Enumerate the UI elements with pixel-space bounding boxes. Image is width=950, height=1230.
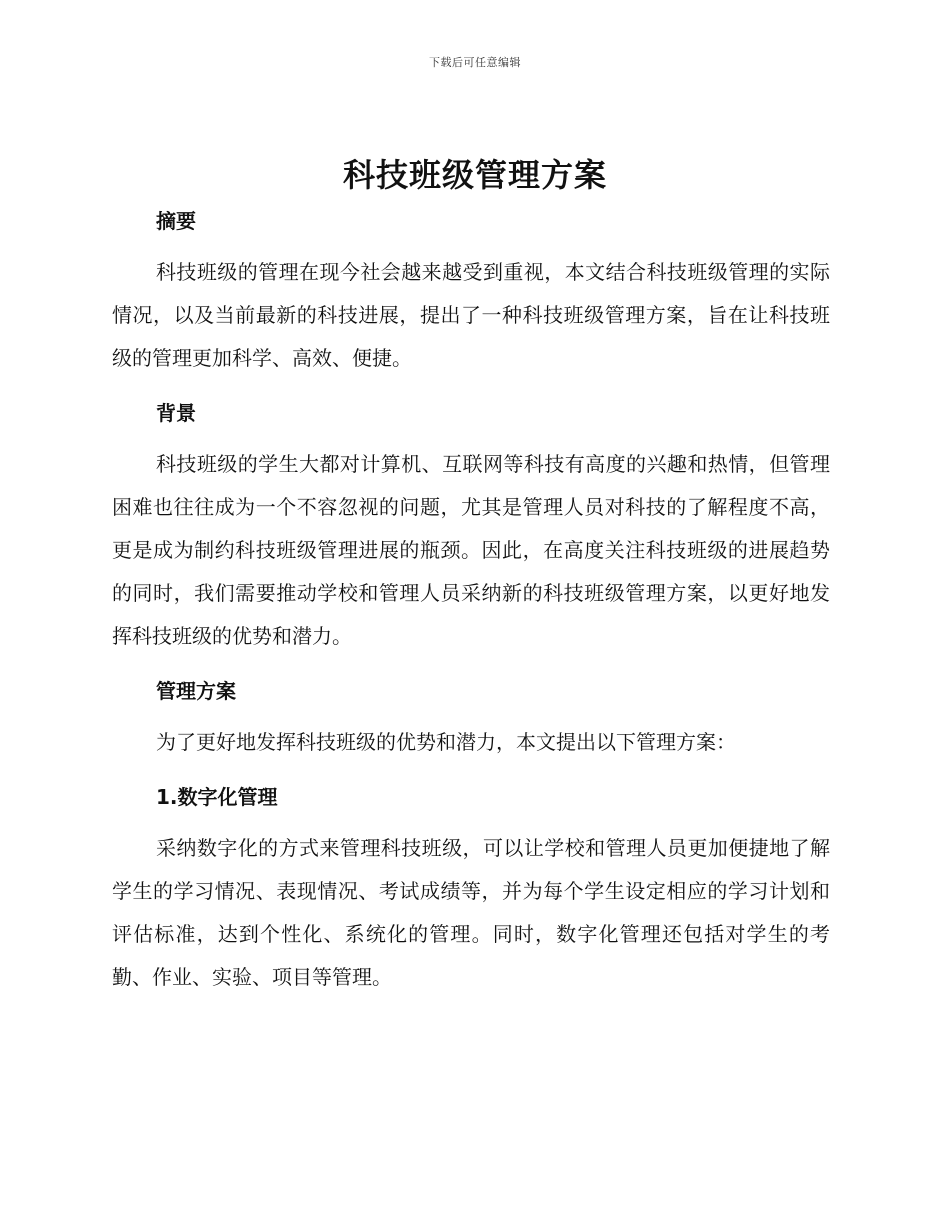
document-body xyxy=(112,200,830,999)
section-heading-digital-management: 1.数字化管理 xyxy=(156,785,278,809)
background-paragraph: 科技班级的学生大都对计算机、互联网等科技有高度的兴趣和热情，但管理困难也往往成为一个不容忽视的问题，尤其是管理人员对科技的了解程度不高，更是成为制约科技班级管理进展的瓶颈。因此，在高度关注科技班级的进展趋势的同时，我们需要推动学校和管理人员采纳新的科技班级管理方案，以更好地发挥科技班级的优势和潜力。 xyxy=(112,452,830,648)
digital-management-paragraph: 采纳数字化的方式来管理科技班级，可以让学校和管理人员更加便捷地了解学生的学习情况、表现情况、考试成绩等，并为每个学生设定相应的学习计划和评估标准，达到个性化、系统化的管理。同时，数字化管理还包括对学生的考勤、作业、实验、项目等管理。 xyxy=(112,836,830,989)
section-heading-abstract: 摘要 xyxy=(156,209,196,233)
abstract-paragraph: 科技班级的管理在现今社会越来越受到重视，本文结合科技班级管理的实际情况，以及当前最新的科技进展，提出了一种科技班级管理方案，旨在让科技班级的管理更加科学、高效、便捷。 xyxy=(112,260,830,370)
section-heading-background: 背景 xyxy=(156,401,196,425)
header-note: 下载后可任意编辑 xyxy=(429,56,521,69)
document-title: 科技班级管理方案 xyxy=(342,156,607,194)
section-heading-plan: 管理方案 xyxy=(156,679,236,703)
plan-intro-paragraph: 为了更好地发挥科技班级的优势和潜力，本文提出以下管理方案： xyxy=(156,730,736,754)
